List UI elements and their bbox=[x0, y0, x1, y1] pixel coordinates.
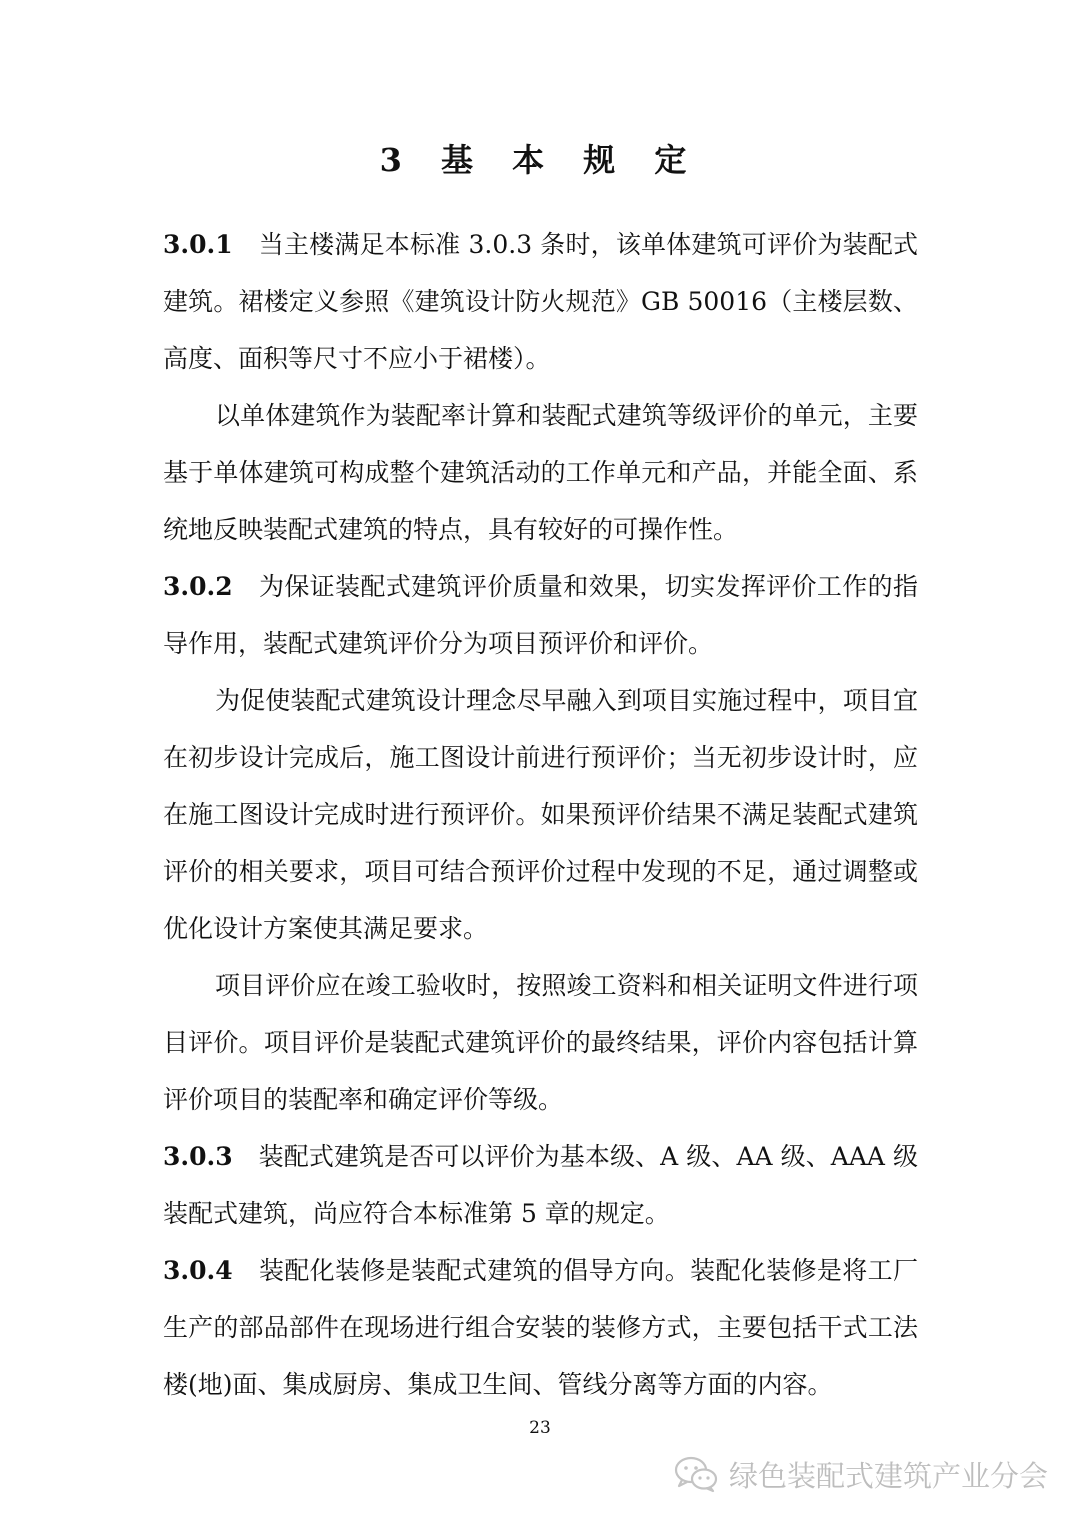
clause-text: 装配式建筑是否可以评价为基本级、A 级、AA 级、AAA 级装配式建筑，尚应符合本标准第 5 章的规定。 bbox=[163, 1142, 918, 1228]
page-number: 23 bbox=[529, 1418, 551, 1438]
wechat-icon bbox=[673, 1455, 719, 1493]
explanation-paragraph: 为促使装配式建筑设计理念尽早融入到项目实施过程中，项目宜在初步设计完成后，施工图设计前进行预评价；当无初步设计时，应在施工图设计完成时进行预评价。如果预评价结果不满足装配式建筑评价的相关要求，项目可结合预评价过程中发现的不足，通过调整或优化设计方案使其满足要求。 bbox=[163, 686, 918, 943]
clause-number: 3.0.4 bbox=[163, 1256, 233, 1285]
clause-3-0-4 bbox=[163, 1242, 918, 1413]
clause-number: 3.0.1 bbox=[163, 230, 233, 259]
explanation-paragraph: 以单体建筑作为装配率计算和装配式建筑等级评价的单元，主要基于单体建筑可构成整个建筑活动的工作单元和产品，并能全面、系统地反映装配式建筑的特点，具有较好的可操作性。 bbox=[163, 401, 918, 544]
clause-number: 3.0.2 bbox=[163, 572, 233, 601]
clause-text: 装配化装修是装配式建筑的倡导方向。装配化装修是将工厂生产的部品部件在现场进行组合安装的装修方式，主要包括干式工法楼(地)面、集成厨房、集成卫生间、管线分离等方面的内容。 bbox=[163, 1256, 918, 1399]
clause-3-0-3 bbox=[163, 1128, 918, 1242]
document-body bbox=[163, 216, 918, 1413]
clause-3-0-1 bbox=[163, 216, 918, 387]
watermark-text: 绿色装配式建筑产业分会 bbox=[728, 1458, 1048, 1493]
chapter-title: 3 基 本 规 定 bbox=[379, 141, 701, 179]
explanation-paragraph: 项目评价应在竣工验收时，按照竣工资料和相关证明文件进行项目评价。项目评价是装配式建筑评价的最终结果，评价内容包括计算评价项目的装配率和确定评价等级。 bbox=[163, 971, 918, 1114]
clause-text: 为保证装配式建筑评价质量和效果，切实发挥评价工作的指导作用，装配式建筑评价分为项目预评价和评价。 bbox=[163, 572, 918, 658]
clause-number: 3.0.3 bbox=[163, 1142, 233, 1171]
clause-text: 当主楼满足本标准 3.0.3 条时，该单体建筑可评价为装配式建筑。裙楼定义参照《建筑设计防火规范》GB 50016（主楼层数、高度、面积等尺寸不应小于裙楼）。 bbox=[163, 230, 918, 373]
clause-3-0-2 bbox=[163, 558, 918, 672]
wechat-watermark bbox=[673, 1452, 1048, 1496]
